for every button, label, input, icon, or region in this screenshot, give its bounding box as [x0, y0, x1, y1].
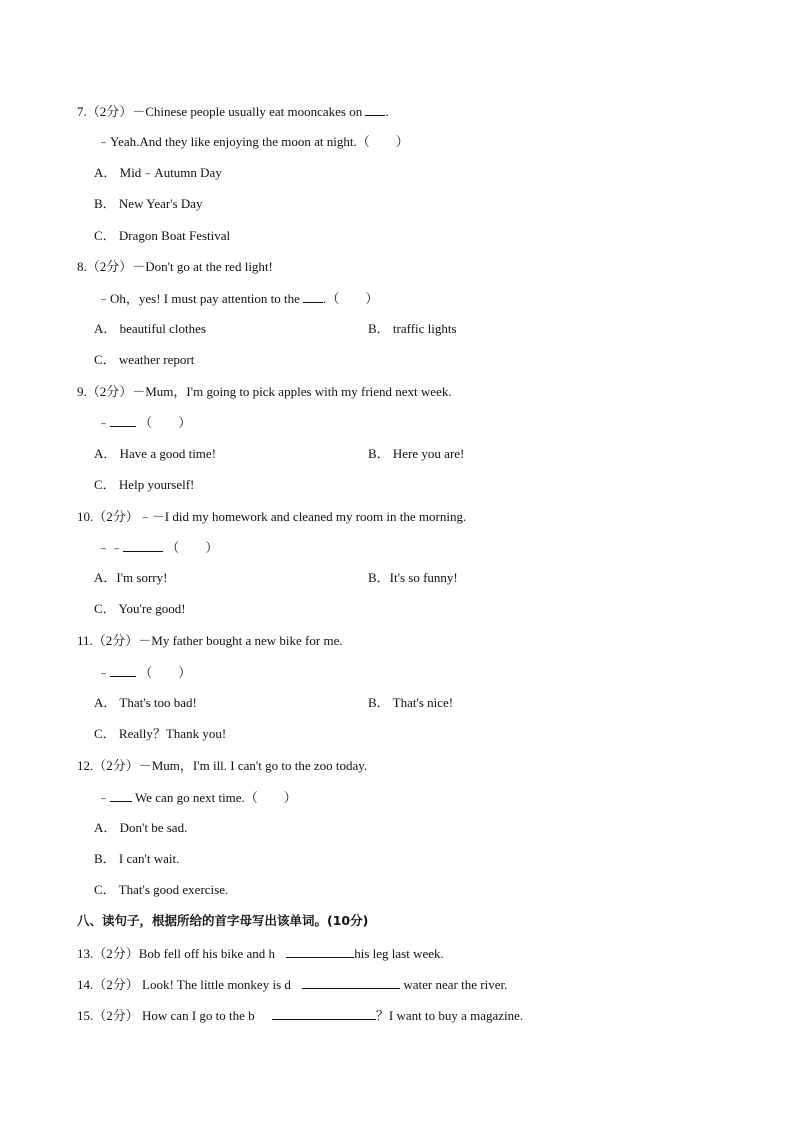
q10-blank[interactable] [123, 538, 163, 552]
q11-reply: ﹣ （ ） [97, 665, 192, 680]
q8-stem: 8.（2分）－Don't go at the red light! [77, 259, 273, 274]
q10-option-b[interactable]: B．It's so funny! [368, 570, 458, 585]
q11-option-c[interactable]: C． Really？Thank you! [94, 726, 227, 741]
q14: 14.（2分） Look! The little monkey is d water near the river. [77, 977, 508, 992]
q9-stem: 9.（2分）－Mum，I'm going to pick apples with my friend next week. [77, 384, 452, 399]
q9-option-c[interactable]: C． Help yourself! [94, 477, 195, 492]
q8-blank[interactable] [303, 289, 323, 303]
q15-blank[interactable] [272, 1006, 376, 1020]
q12-reply: ﹣ We can go next time.（ ） [97, 790, 297, 805]
q11-stem: 11.（2分）－My father bought a new bike for me. [77, 633, 343, 648]
q7-option-b[interactable]: B． New Year's Day [94, 196, 203, 211]
q9-blank[interactable] [110, 413, 136, 427]
q12-blank[interactable] [110, 788, 132, 802]
q7-blank[interactable] [365, 102, 385, 116]
q8-option-c[interactable]: C． weather report [94, 352, 195, 367]
q9-reply: ﹣ （ ） [97, 415, 192, 430]
section8-heading: 八、读句子，根据所给的首字母写出该单词。(10分) [77, 913, 369, 928]
q12-stem: 12.（2分）－Mum，I'm ill. I can't go to the zoo today. [77, 758, 368, 773]
q10-option-c[interactable]: C． You're good! [94, 601, 186, 616]
q7-reply: ﹣Yeah.And they like enjoying the moon at night.（ ） [97, 134, 409, 149]
q12-option-a[interactable]: A． Don't be sad. [94, 820, 188, 835]
q9-option-a[interactable]: A． Have a good time! [94, 446, 217, 461]
q10-stem: 10.（2分）﹣－I did my homework and cleaned my room in the morning. [77, 509, 467, 524]
q10-option-a[interactable]: A．I'm sorry! [94, 570, 168, 585]
q8-option-a[interactable]: A． beautiful clothes [94, 321, 206, 336]
q11-option-a[interactable]: A． That's too bad! [94, 695, 197, 710]
q7-stem: 7.（2分）－Chinese people usually eat mooncakes on . [77, 104, 389, 119]
q15: 15.（2分） How can I go to the b ？I want to buy a magazine. [77, 1008, 524, 1023]
q14-blank[interactable] [302, 975, 400, 989]
q13-blank[interactable] [286, 944, 354, 958]
q8-option-b[interactable]: B． traffic lights [368, 321, 457, 336]
q12-option-c[interactable]: C． That's good exercise. [94, 882, 229, 897]
q7-option-a[interactable]: A． Mid﹣Autumn Day [94, 165, 222, 180]
q7-option-c[interactable]: C． Dragon Boat Festival [94, 228, 231, 243]
q9-option-b[interactable]: B． Here you are! [368, 446, 465, 461]
q12-option-b[interactable]: B． I can't wait. [94, 851, 180, 866]
q8-reply: ﹣Oh，yes! I must pay attention to the .（ ） [97, 291, 379, 306]
q11-option-b[interactable]: B． That's nice! [368, 695, 454, 710]
q13: 13.（2分）Bob fell off his bike and h his leg last week. [77, 946, 444, 961]
q11-blank[interactable] [110, 663, 136, 677]
q10-reply: ﹣﹣ （ ） [97, 540, 219, 555]
